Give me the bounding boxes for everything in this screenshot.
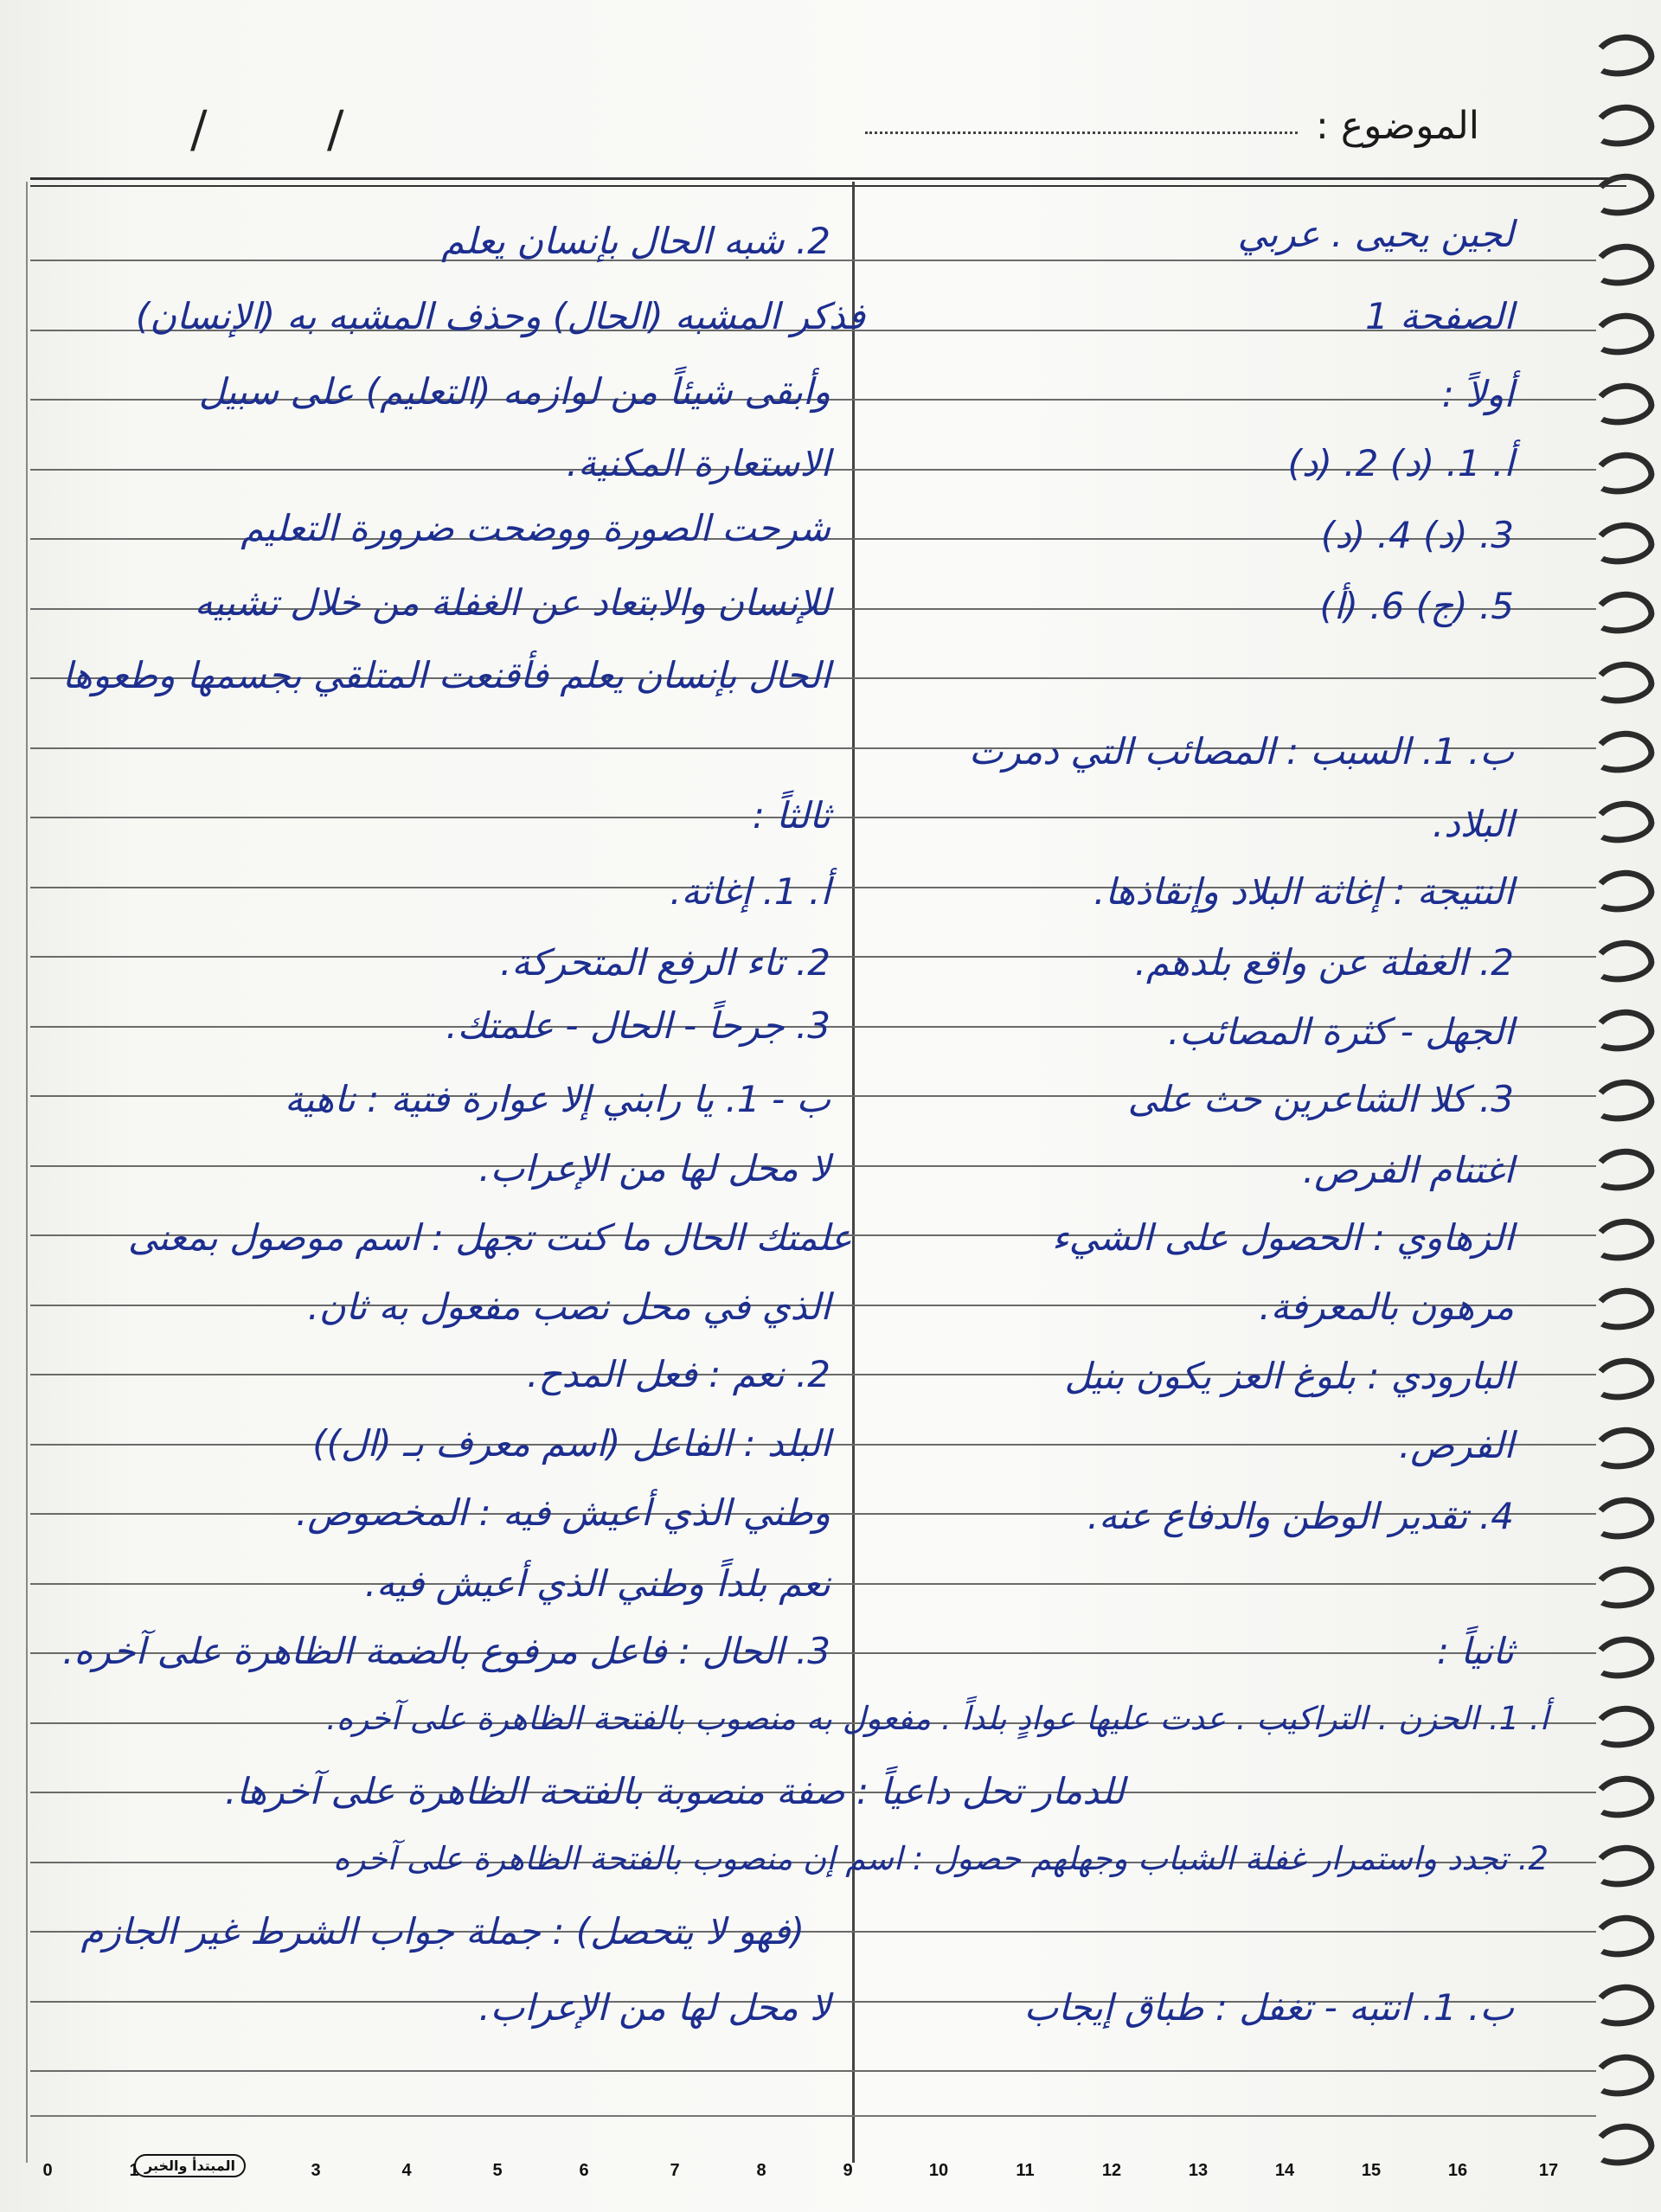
spiral-coil bbox=[1589, 309, 1657, 359]
date-field: / / bbox=[190, 99, 396, 158]
handwritten-line: البارودي : بلوغ العز يكون بنيل bbox=[1064, 1355, 1514, 1397]
spiral-coil bbox=[1589, 1005, 1657, 1055]
handwritten-line: النتيجة : إغاثة البلاد وإنقاذها. bbox=[1093, 870, 1514, 913]
spiral-coil bbox=[1589, 100, 1657, 151]
student-name-line: لجين يحيى . عربي bbox=[1237, 213, 1514, 255]
ruler-number: 5 bbox=[492, 2161, 503, 2180]
spiral-coil bbox=[1589, 240, 1657, 290]
spiral-coil bbox=[1589, 936, 1657, 986]
page-ruler bbox=[30, 2154, 1605, 2189]
ruler-number: 1 bbox=[129, 2161, 139, 2180]
answer-line: 3. (د) 4. (د) bbox=[1320, 514, 1514, 556]
ruler-number: 14 bbox=[1274, 2161, 1295, 2180]
handwritten-line: أ. 1. الحزن . التراكيب . عدت عليها عوادٍ بلداً . مفعول به منصوب بالفتحة الظاهرة على آخره. bbox=[326, 1700, 1549, 1737]
handwritten-line: 3. كلا الشاعرين حث على bbox=[1127, 1078, 1514, 1120]
spiral-coil bbox=[1589, 866, 1657, 916]
ruler-number: 17 bbox=[1538, 2161, 1559, 2180]
handwritten-line: نعم بلداً وطني الذي أعيش فيه. bbox=[364, 1562, 830, 1605]
spiral-coil bbox=[1589, 657, 1657, 708]
ruler-number: 13 bbox=[1188, 2161, 1209, 2180]
bottom-rule bbox=[30, 2115, 1596, 2117]
ruler-number: 9 bbox=[843, 2161, 853, 2180]
spiral-coil bbox=[1589, 30, 1657, 80]
handwritten-line: لا محل لها من الإعراب. bbox=[478, 1147, 830, 1189]
ruled-line bbox=[30, 2070, 1596, 2072]
spiral-coil bbox=[1589, 1841, 1657, 1891]
handwritten-line: مرهون بالمعرفة. bbox=[1259, 1286, 1514, 1328]
spiral-coil bbox=[1589, 1354, 1657, 1404]
page-number-line: الصفحة 1 bbox=[1365, 295, 1514, 337]
spiral-coil bbox=[1589, 587, 1657, 638]
spiral-coil bbox=[1589, 1911, 1657, 1961]
handwritten-line: البلاد. bbox=[1432, 803, 1514, 845]
ruler-number: 10 bbox=[928, 2161, 949, 2180]
handwritten-line: 2. تاء الرفع المتحركة. bbox=[499, 941, 830, 984]
spiral-coil bbox=[1589, 1075, 1657, 1125]
handwritten-line: الفرص. bbox=[1398, 1424, 1514, 1466]
spiral-coil bbox=[1589, 379, 1657, 429]
margin-line bbox=[26, 182, 28, 2163]
handwritten-line: الذي في محل نصب مفعول به ثان. bbox=[307, 1286, 830, 1328]
handwritten-line: 2. نعم : فعل المدح. bbox=[527, 1353, 830, 1395]
handwritten-line: 2. شبه الحال بإنسان يعلم bbox=[441, 220, 830, 262]
handwritten-line: ب. 1. انتبه - تغفل : طباق إيجاب bbox=[1023, 1986, 1514, 2029]
handwritten-line: 3. الحال : فاعل مرفوع بالضمة الظاهرة على آخره. bbox=[62, 1630, 830, 1672]
spiral-coil bbox=[1589, 1423, 1657, 1473]
spiral-coil bbox=[1589, 1632, 1657, 1683]
spiral-coil bbox=[1589, 1980, 1657, 2030]
spiral-coil bbox=[1589, 1772, 1657, 1822]
subject-dotted-line bbox=[865, 131, 1298, 134]
handwritten-line: لا محل لها من الإعراب. bbox=[478, 1986, 830, 2029]
spiral-coil bbox=[1589, 797, 1657, 847]
spiral-coil bbox=[1589, 1702, 1657, 1752]
spiral-coil bbox=[1589, 1144, 1657, 1195]
handwritten-line: 2. تجدد واستمرار غفلة الشباب وجهلهم حصول : اسم إن منصوب بالفتحة الظاهرة على آخره bbox=[333, 1840, 1549, 1877]
header-rule bbox=[30, 185, 1626, 187]
handwritten-line: (فهو لا يتحصل) : جملة جواب الشرط غير الجازم bbox=[80, 1910, 805, 1952]
section-heading: ثالثاً : bbox=[752, 794, 830, 837]
handwritten-line: الحال بإنسان يعلم فأقنعت المتلقي بجسمها وطعوها bbox=[61, 654, 830, 696]
handwritten-line: فذكر المشبه (الحال) وحذف المشبه به (الإنسان) bbox=[135, 295, 865, 337]
ruler-number: 16 bbox=[1447, 2161, 1468, 2180]
handwritten-line: الجهل - كثرة المصائب. bbox=[1167, 1010, 1514, 1053]
ruler-number: 4 bbox=[401, 2161, 412, 2180]
handwritten-line: علمتك الحال ما كنت تجهل : اسم موصول بمعنى bbox=[127, 1216, 852, 1259]
ruler-number: 0 bbox=[42, 2161, 53, 2180]
handwritten-line: أ. 1. إغاثة. bbox=[670, 870, 830, 913]
spiral-coil bbox=[1589, 727, 1657, 777]
handwritten-line: 3. جرحاً - الحال - علمتك. bbox=[446, 1004, 830, 1047]
handwritten-line: الاستعارة المكنية. bbox=[566, 442, 830, 484]
section-heading: أولاً : bbox=[1441, 373, 1514, 415]
ruler-number: 6 bbox=[579, 2161, 589, 2180]
spiral-coil bbox=[1589, 448, 1657, 498]
handwritten-line: وطني الذي أعيش فيه : المخصوص. bbox=[295, 1491, 830, 1534]
handwritten-line: 2. الغفلة عن واقع بلدهم. bbox=[1134, 941, 1514, 984]
spiral-coil bbox=[1589, 2050, 1657, 2100]
handwritten-line: 4. تقدير الوطن والدفاع عنه. bbox=[1087, 1495, 1514, 1537]
ruler-number: 8 bbox=[756, 2161, 766, 2180]
spiral-coil bbox=[1589, 1562, 1657, 1613]
spiral-coil bbox=[1589, 1493, 1657, 1543]
ruler-number: 7 bbox=[670, 2161, 680, 2180]
brand-logo: المبتدأ والخبر bbox=[134, 2154, 246, 2177]
handwritten-line: اغتنام الفرص. bbox=[1302, 1149, 1514, 1191]
ruler-number: 12 bbox=[1101, 2161, 1122, 2180]
spiral-binding bbox=[1592, 0, 1661, 2212]
spiral-coil bbox=[1589, 1215, 1657, 1265]
handwritten-line: للإنسان والابتعاد عن الغفلة من خلال تشبيه bbox=[194, 581, 830, 624]
spiral-coil bbox=[1589, 1284, 1657, 1334]
ruler-number: 11 bbox=[1016, 2161, 1035, 2180]
answer-line: 5. (ج) 6. (أ) bbox=[1319, 585, 1514, 627]
handwritten-line: الزهاوي : الحصول على الشيء bbox=[1051, 1216, 1514, 1259]
handwritten-line: شرحت الصورة ووضحت ضرورة التعليم bbox=[240, 507, 830, 549]
answer-line: أ. 1. (د) 2. (د) bbox=[1287, 442, 1514, 484]
handwritten-line: ب. 1. السبب : المصائب التي دمرت bbox=[968, 730, 1514, 773]
handwritten-line: للدمار تحل داعياً : صفة منصوبة بالفتحة الظاهرة على آخرها. bbox=[224, 1770, 1125, 1812]
ruler-number: 15 bbox=[1361, 2161, 1382, 2180]
handwritten-line: البلد : الفاعل (اسم معرف بـ (ال)) bbox=[312, 1422, 830, 1465]
handwritten-line: ب - 1. يا رابني إلا عوارة فتية : ناهية bbox=[284, 1078, 830, 1120]
spiral-coil bbox=[1589, 518, 1657, 568]
section-heading: ثانياً : bbox=[1436, 1630, 1514, 1672]
subject-label: الموضوع : bbox=[1316, 104, 1479, 148]
header-rule bbox=[30, 177, 1626, 180]
ruler-number: 3 bbox=[311, 2161, 321, 2180]
handwritten-line: وأبقى شيئاً من لوازمه (التعليم) على سبيل bbox=[198, 370, 830, 413]
